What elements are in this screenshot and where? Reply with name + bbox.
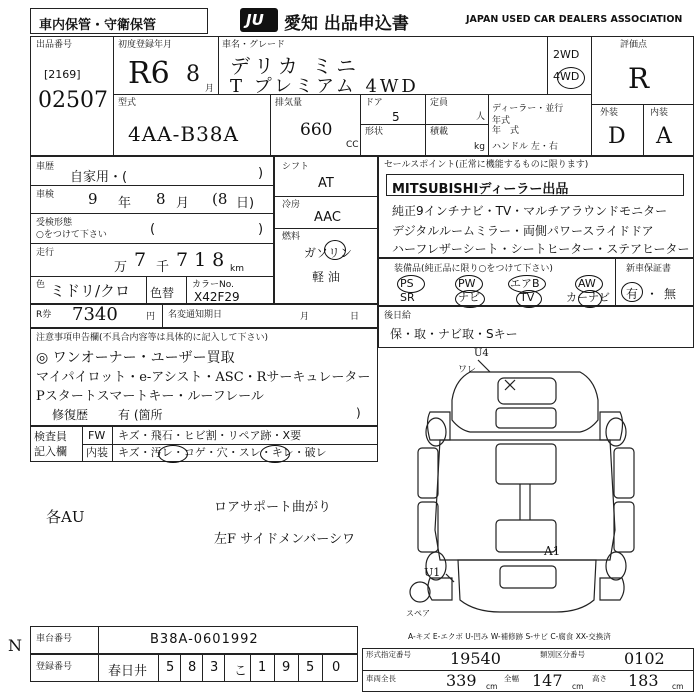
inspection-year-unit: 年 — [118, 196, 132, 211]
recycle-unit: 円 — [146, 312, 156, 322]
dims-width-value: 147 — [532, 671, 563, 690]
dealer-handle: ハンドル 左・右 — [492, 142, 558, 152]
plate-class-1: 5 — [166, 660, 175, 675]
history-label: 車歴 — [36, 162, 55, 172]
plate-num-3: 5 — [306, 660, 315, 675]
notes-line-3: Pスタートスマートキー・ルーフレール — [36, 389, 264, 404]
warranty-label: 新車保証書 — [626, 264, 672, 274]
equip-ps: PS — [400, 277, 414, 290]
selling-points-label: セールスポイント(正常に機能するものに限ります) — [384, 160, 589, 170]
dims-length-value: 339 — [446, 671, 477, 690]
color-change-label: 色替 — [150, 286, 175, 300]
equip-navi: ナビ — [458, 291, 480, 304]
diag-kure: ワレ — [458, 365, 477, 375]
model-label: 型式 — [118, 98, 137, 108]
lot-sub: [2169] — [44, 68, 81, 81]
recycle-value: 7340 — [72, 304, 118, 325]
selling-point-3: デジタルルームミラー・両側パワースライドドア — [392, 224, 654, 238]
dims-length-label: 車両全長 — [366, 674, 396, 683]
fw-label: FW — [88, 429, 106, 442]
displacement-value: 660 — [300, 120, 333, 140]
warranty-no: 無 — [664, 287, 677, 301]
repair-value: 有 (箇所 — [118, 408, 163, 422]
dealer-label: ディーラー・並行 — [492, 104, 564, 114]
dims-height-value: 183 — [628, 671, 659, 690]
dims-height-unit: cm — [672, 682, 684, 691]
dims-model-label: 形式指定番号 — [366, 650, 411, 659]
grade-ext-label: 外装 — [600, 108, 619, 118]
displacement-unit: CC — [346, 140, 359, 150]
capacity-label: 定員 — [430, 98, 449, 108]
receive-close: ) — [258, 222, 264, 237]
first-reg-month-unit: 月 — [205, 84, 215, 94]
color-code-value: X42F29 — [194, 290, 240, 304]
fuel-diesel: 軽 油 — [312, 270, 340, 284]
fuel-gas: ガソリン — [304, 246, 353, 260]
drive-4wd: 4WD — [553, 70, 580, 83]
doors-label: ドア — [365, 98, 383, 108]
inspection-month: 8 — [156, 190, 166, 208]
hand-right-note-1: ロアサポート曲がり — [214, 500, 332, 515]
history-close: ) — [258, 166, 264, 181]
mileage-value1: 7 — [134, 249, 147, 271]
color-code-label: カラーNo. — [192, 280, 234, 290]
dims-model-value: 19540 — [450, 649, 501, 668]
plate-num-4: 0 — [332, 660, 341, 675]
receive-hint: ○をつけて下さい — [36, 230, 107, 240]
doors-value: 5 — [392, 110, 400, 124]
color-label: 色 — [36, 280, 46, 290]
first-reg-label: 初度登録年月 — [118, 40, 173, 50]
grade-ext-value: D — [608, 124, 626, 149]
hand-margin-n: N — [8, 636, 22, 655]
lot-number: 02507 — [38, 88, 108, 113]
inspection-day-unit: 日) — [236, 196, 255, 211]
grade-int-value: A — [656, 124, 672, 149]
fuel-label: 燃料 — [282, 232, 301, 242]
chassis-value: B38A-0601992 — [150, 632, 259, 647]
aircon-value: AAC — [314, 210, 341, 225]
plate-kana: こ — [234, 664, 248, 679]
drive-2wd: 2WD — [553, 48, 580, 61]
model-value: 4AA-B38A — [128, 122, 239, 146]
plate-class-3: 3 — [210, 660, 219, 675]
dims-type-value: 0102 — [624, 649, 665, 668]
notice-month: 月 — [300, 312, 310, 322]
notes-label: 注意事項申告欄(不具合内容等は具体的に記入して下さい) — [36, 333, 269, 343]
warranty-yes: 有 — [626, 287, 639, 301]
mileage-label: 走行 — [36, 248, 55, 258]
chassis-label: 車台番号 — [36, 634, 73, 644]
dealer-year-sub: 年 式 — [492, 126, 520, 136]
rear-value: 保・取・ナビ取・Sキー — [390, 327, 518, 341]
dims-width-label: 全幅 — [504, 674, 519, 683]
car-name-line1: デリカ ミニ — [230, 54, 361, 78]
dims-width-unit: cm — [572, 682, 584, 691]
dims-length-unit: cm — [486, 682, 498, 691]
mileage-sen: 千 — [156, 260, 170, 275]
org-title: 愛知 出品申込書 — [284, 14, 409, 34]
diag-spare: スペア — [406, 609, 430, 618]
hand-right-note-2: 左F サイドメンバーシワ — [214, 532, 355, 547]
color-value: ミドリ/クロ — [50, 282, 131, 300]
damage-legend: A-キズ E-エクボ U-凹み W-補修跡 S-サビ C-腐食 XX-交換済 — [408, 632, 611, 641]
first-reg-month: 8 — [186, 62, 200, 87]
grade-label: 評価点 — [620, 40, 648, 50]
dealer-year-label: 年式 — [492, 116, 511, 126]
rear-label: 後日給 — [384, 311, 412, 321]
notice-day: 日 — [350, 312, 360, 322]
equipment-label: 装備品(純正品に限り○をつけて下さい) — [394, 264, 553, 274]
equip-carnavi: カーナビ — [566, 291, 610, 304]
selling-point-1: MITSUBISHIディーラー出品 — [392, 182, 569, 197]
equip-tv: TV — [520, 291, 535, 304]
plate-class-2: 8 — [188, 660, 197, 675]
plate-num-2: 9 — [282, 660, 291, 675]
equip-sr: SR — [400, 291, 415, 304]
receive-label: 受検形態 — [36, 218, 73, 228]
org-subtitle: JAPAN USED CAR DEALERS ASSOCIATION — [466, 14, 683, 25]
inspection-label: 車検 — [36, 190, 55, 200]
notes-line-2: マイパイロット・e-アシスト・ASC・Rサーキュレーター — [36, 370, 371, 385]
dims-height-label: 高さ — [592, 674, 607, 683]
dims-type-label: 類別区分番号 — [540, 650, 585, 659]
shift-value: AT — [318, 176, 334, 191]
equip-pw: PW — [458, 277, 476, 290]
displacement-label: 排気量 — [275, 98, 303, 108]
lot-label: 出品番号 — [36, 40, 73, 50]
plate-area: 春日井 — [108, 664, 148, 679]
notes-line-1: ◎ ワンオーナー・ユーザー買取 — [36, 350, 235, 366]
notice-label: 名変通知期日 — [168, 310, 223, 320]
shape-label: 形状 — [365, 127, 384, 137]
fw-items: キズ・飛石・ヒビ割・リペア跡・X要 — [118, 429, 302, 442]
receive-open: ( — [150, 222, 156, 237]
aircon-label: 冷房 — [282, 200, 301, 210]
shift-label: シフト — [282, 162, 310, 172]
inspector-label-2: 記入欄 — [34, 445, 67, 458]
load-label: 積載 — [430, 127, 449, 137]
car-name-line2: T プレミアム 4WD — [230, 76, 419, 97]
mileage-value2: 718 — [176, 249, 231, 271]
mileage-man: 万 — [114, 260, 128, 275]
int-label: 内装 — [86, 446, 108, 459]
car-name-label: 車名・グレード — [222, 40, 286, 50]
first-reg-value: R6 — [128, 56, 170, 91]
hand-left-note: 各AU — [46, 508, 85, 526]
inspection-month-unit: 月 — [176, 196, 190, 211]
grade-int-label: 内装 — [650, 108, 669, 118]
recycle-label: R券 — [36, 310, 52, 320]
selling-point-2: 純正9インチナビ・TV・マルチアラウンドモニター — [392, 204, 668, 218]
history-value: 自家用・( — [70, 170, 128, 185]
diag-a1: A1 — [544, 544, 561, 558]
inspector-label-1: 検査員 — [34, 430, 67, 443]
inspection-year: 9 — [88, 190, 98, 208]
equip-airbag: エアB — [510, 277, 540, 290]
load-unit: kg — [474, 142, 485, 152]
diag-u4: U4 — [474, 348, 489, 359]
mileage-unit: km — [230, 264, 244, 274]
plate-label: 登録番号 — [36, 662, 73, 672]
int-items: キズ・汚レ・コゲ・穴・スレ・キレ・破レ — [118, 446, 327, 459]
repair-close: ) — [356, 406, 361, 420]
storage-label: 車内保管・守衛保管 — [39, 18, 157, 33]
repair-label: 修復歴 — [52, 408, 89, 422]
equip-aw: AW — [578, 277, 596, 290]
inspection-day: (8 — [212, 190, 228, 208]
diag-u1: U1 — [424, 566, 441, 579]
ju-logo-text: JU — [246, 11, 264, 29]
capacity-unit: 人 — [476, 112, 486, 122]
warranty-sep: ・ — [646, 287, 659, 301]
plate-num-1: 1 — [258, 660, 267, 675]
selling-point-4: ハーフレザーシート・シートヒーター・ステアヒーター — [392, 242, 690, 256]
grade-value: R — [628, 62, 650, 95]
